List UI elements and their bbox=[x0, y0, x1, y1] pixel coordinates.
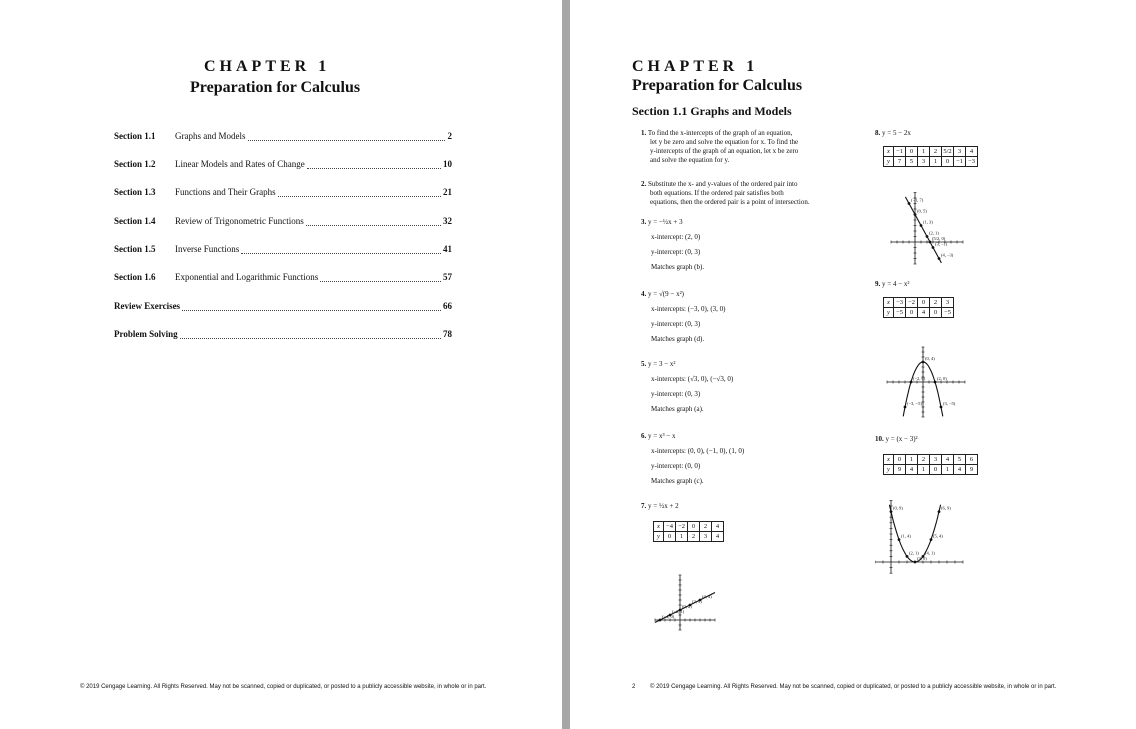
toc-leader-dots bbox=[182, 310, 441, 311]
exercise-number: 2. bbox=[641, 180, 647, 188]
point-label: (3, −5) bbox=[943, 401, 956, 406]
data-point bbox=[914, 561, 917, 564]
table-cell: 1 bbox=[942, 465, 954, 475]
graph-ex8 bbox=[880, 188, 980, 266]
exercise-8 bbox=[875, 129, 911, 138]
point-label: (5/2, 0) bbox=[932, 236, 946, 241]
toc-leader-dots bbox=[180, 338, 441, 339]
table-cell: −2 bbox=[676, 522, 688, 532]
exercise-10 bbox=[875, 435, 918, 444]
point-label: (−2, 1) bbox=[672, 609, 685, 614]
page-number: 2 bbox=[632, 684, 636, 690]
exercise-7 bbox=[641, 502, 679, 511]
toc-section-number: Section 1.5 bbox=[114, 244, 156, 254]
exercise-9 bbox=[875, 280, 910, 289]
table-cell: 3 bbox=[942, 298, 954, 308]
data-point bbox=[940, 406, 943, 409]
table-header-cell: x bbox=[884, 298, 894, 308]
exercise-text: Substitute the x- and y-values of the ordered pair into bbox=[648, 180, 798, 188]
point-label: (0, 4) bbox=[925, 356, 935, 361]
copyright-footer: © 2019 Cengage Learning. All Rights Reserved. May not be scanned, copied or duplicated, or posted to a publicly accessible website, in whole or in part. bbox=[80, 684, 487, 690]
toc-page-number: 57 bbox=[443, 272, 452, 282]
table-cell: −1 bbox=[954, 157, 966, 167]
data-point bbox=[659, 619, 662, 622]
exercise-number: 10. bbox=[875, 435, 884, 443]
exercise-number: 9. bbox=[875, 280, 881, 288]
table-cell: −5 bbox=[942, 308, 954, 318]
toc-title: Graphs and Models bbox=[175, 131, 246, 141]
data-point bbox=[908, 202, 911, 205]
table-cell: 1 bbox=[906, 455, 918, 465]
table-cell: 4 bbox=[966, 147, 978, 157]
toc-title: Review Exercises bbox=[114, 301, 181, 311]
point-label: (4, 4) bbox=[702, 594, 712, 599]
exercise-equation: y = −½x + 3 bbox=[648, 218, 683, 226]
exercise-equation: y = ½x + 2 bbox=[648, 502, 679, 510]
data-point bbox=[920, 224, 923, 227]
exercise-equation: y = 3 − x² bbox=[648, 360, 676, 368]
exercise-number: 1. bbox=[641, 129, 647, 137]
table-cell: −4 bbox=[664, 522, 676, 532]
table-cell: 4 bbox=[906, 465, 918, 475]
chapter-title: Preparation for Calculus bbox=[190, 79, 361, 96]
x-intercept: x-intercepts: (√3, 0), (−√3, 0) bbox=[651, 375, 734, 383]
table-row bbox=[884, 308, 954, 318]
toc-page-number: 21 bbox=[443, 187, 452, 197]
table-cell: 0 bbox=[918, 298, 930, 308]
toc-title: Exponential and Logarithmic Functions bbox=[175, 272, 319, 282]
point-label: (−1, 7) bbox=[911, 197, 924, 203]
data-point bbox=[890, 510, 893, 513]
data-point bbox=[906, 555, 909, 558]
exercise-number: 6. bbox=[641, 432, 647, 440]
point-label: (6, 9) bbox=[941, 505, 951, 511]
exercise-text: let y be zero and solve the equation for x. To find the bbox=[650, 138, 799, 146]
exercise-equation: y = x³ − x bbox=[648, 432, 676, 440]
toc-leader-dots bbox=[241, 253, 441, 254]
toc-page-number: 66 bbox=[443, 301, 452, 311]
graph-ex9 bbox=[875, 340, 975, 420]
toc-entry[interactable] bbox=[114, 187, 452, 199]
exercise-equation: y = (x − 3)² bbox=[885, 435, 918, 443]
table-row bbox=[654, 532, 724, 542]
toc-section-number: Section 1.2 bbox=[114, 159, 156, 169]
value-table bbox=[883, 146, 978, 167]
exercise-number: 7. bbox=[641, 502, 647, 510]
exercise-6 bbox=[641, 432, 744, 486]
exercise-number: 3. bbox=[641, 218, 647, 226]
data-point bbox=[904, 406, 907, 409]
toc-leader-dots bbox=[306, 225, 441, 226]
x-intercept: x-intercept: (2, 0) bbox=[651, 233, 701, 241]
table-cell: 0 bbox=[930, 465, 942, 475]
table-header-cell: y bbox=[884, 308, 894, 318]
table-cell: 2 bbox=[930, 147, 942, 157]
data-point bbox=[910, 381, 913, 384]
exercise-1 bbox=[641, 129, 841, 165]
data-point bbox=[898, 538, 901, 541]
table-cell: 2 bbox=[688, 532, 700, 542]
exercise-number: 8. bbox=[875, 129, 881, 137]
table-row bbox=[884, 455, 978, 465]
table-row bbox=[884, 465, 978, 475]
exercise-text: y-intercepts of the graph of an equation, let x be zero bbox=[650, 147, 799, 155]
toc-page-number: 41 bbox=[443, 244, 452, 254]
toc-leader-dots bbox=[307, 168, 441, 169]
left-page bbox=[0, 0, 562, 729]
point-label: (2, 0) bbox=[937, 376, 947, 381]
table-cell: 2 bbox=[700, 522, 712, 532]
table-header-cell: y bbox=[884, 157, 894, 167]
table-cell: 0 bbox=[664, 532, 676, 542]
exercise-equation: y = 5 − 2x bbox=[882, 129, 911, 137]
table-cell: −3 bbox=[966, 157, 978, 167]
table-cell: 1 bbox=[676, 532, 688, 542]
table-cell: 4 bbox=[712, 532, 724, 542]
table-cell: 5 bbox=[954, 455, 966, 465]
toc-title: Inverse Functions bbox=[175, 244, 240, 254]
value-table bbox=[883, 297, 954, 318]
exercise-equation: y = 4 − x² bbox=[882, 280, 910, 288]
toc-leader-dots bbox=[248, 140, 445, 141]
data-point bbox=[934, 381, 937, 384]
toc-entry[interactable] bbox=[114, 131, 452, 143]
chapter-heading: CHAPTER 1 bbox=[632, 58, 759, 75]
graph-match: Matches graph (b). bbox=[651, 263, 705, 271]
table-cell: 9 bbox=[894, 465, 906, 475]
x-intercept: x-intercepts: (−3, 0), (3, 0) bbox=[651, 305, 726, 313]
toc-section-number: Section 1.4 bbox=[114, 216, 156, 226]
table-cell: 2 bbox=[918, 455, 930, 465]
toc-page-number: 2 bbox=[447, 131, 452, 141]
data-point bbox=[922, 361, 925, 364]
table-cell: 4 bbox=[942, 455, 954, 465]
graph-ex10 bbox=[875, 500, 975, 586]
table-cell: −1 bbox=[894, 147, 906, 157]
graph-match: Matches graph (a). bbox=[651, 405, 704, 413]
data-point bbox=[930, 538, 933, 541]
y-intercept: y-intercept: (0, 3) bbox=[651, 320, 701, 328]
table-cell: 4 bbox=[954, 465, 966, 475]
y-intercept: y-intercept: (0, 0) bbox=[651, 462, 701, 470]
data-point bbox=[914, 213, 917, 216]
table-cell: 0 bbox=[942, 157, 954, 167]
exercise-number: 4. bbox=[641, 290, 647, 298]
table-header-cell: x bbox=[884, 147, 894, 157]
table-cell: 0 bbox=[930, 308, 942, 318]
data-point bbox=[938, 510, 941, 513]
table-cell: 3 bbox=[954, 147, 966, 157]
table-row bbox=[884, 157, 978, 167]
page-gutter bbox=[562, 0, 570, 729]
table-cell: 3 bbox=[700, 532, 712, 542]
exercise-2 bbox=[641, 180, 851, 207]
table-cell: 5/2 bbox=[943, 148, 952, 155]
point-label: (4, 1) bbox=[925, 550, 935, 556]
value-table bbox=[883, 454, 978, 475]
toc-page-number: 10 bbox=[443, 159, 452, 169]
section-heading: Section 1.1 Graphs and Models bbox=[632, 104, 792, 118]
exercise-4 bbox=[641, 290, 726, 344]
table-cell: 5 bbox=[906, 157, 918, 167]
toc-section-number: Section 1.6 bbox=[114, 272, 156, 282]
table-cell: 4 bbox=[712, 522, 724, 532]
toc-section-number: Section 1.3 bbox=[114, 187, 156, 197]
value-table bbox=[653, 521, 724, 542]
point-label: (3, −1) bbox=[935, 241, 948, 247]
table-cell: 6 bbox=[966, 455, 978, 465]
point-label: (−3, −5) bbox=[907, 401, 922, 406]
data-point bbox=[932, 246, 935, 249]
table-row bbox=[884, 298, 954, 308]
point-label: (3, 0) bbox=[917, 556, 927, 561]
copyright-footer: © 2019 Cengage Learning. All Rights Reserved. May not be scanned, copied or duplicated, or posted to a publicly accessible website, in whole or in part. bbox=[650, 684, 1057, 690]
table-cell: 1 bbox=[918, 147, 930, 157]
table-cell: 3 bbox=[918, 157, 930, 167]
toc-leader-dots bbox=[278, 196, 441, 197]
point-label: (−4, 0) bbox=[662, 614, 675, 619]
table-cell: 1 bbox=[918, 465, 930, 475]
point-label: (−2, 0) bbox=[913, 376, 926, 381]
right-page bbox=[570, 0, 1136, 729]
toc-entry[interactable] bbox=[114, 329, 452, 341]
table-header-cell: x bbox=[884, 455, 894, 465]
toc-leader-dots bbox=[320, 281, 441, 282]
point-label: (1, 3) bbox=[923, 219, 933, 225]
table-cell: 0 bbox=[906, 308, 918, 318]
exercise-text: To find the x-intercepts of the graph of an equation, bbox=[647, 129, 793, 137]
exercise-equation: y = √(9 − x²) bbox=[648, 290, 684, 298]
table-cell: 3 bbox=[930, 455, 942, 465]
toc-title: Review of Trigonometric Functions bbox=[175, 216, 304, 226]
exercise-text: both equations. If the ordered pair satisfies both bbox=[650, 189, 784, 197]
point-label: (4, −3) bbox=[941, 252, 954, 258]
point-label: (0, 9) bbox=[893, 505, 903, 511]
table-header-cell: y bbox=[654, 532, 664, 542]
table-cell: 0 bbox=[906, 147, 918, 157]
toc-title: Problem Solving bbox=[114, 329, 178, 339]
table-row bbox=[884, 147, 978, 157]
point-label: (5, 4) bbox=[933, 533, 943, 539]
y-intercept: y-intercept: (0, 3) bbox=[651, 248, 701, 256]
data-point bbox=[929, 241, 932, 244]
toc-title: Linear Models and Rates of Change bbox=[175, 159, 305, 169]
table-cell: 1 bbox=[930, 157, 942, 167]
table-cell: −5 bbox=[894, 308, 906, 318]
exercise-number: 5. bbox=[641, 360, 647, 368]
point-label: (2, 1) bbox=[909, 550, 919, 556]
exercise-3 bbox=[641, 218, 704, 272]
table-cell: −3 bbox=[894, 298, 906, 308]
x-intercept: x-intercepts: (0, 0), (−1, 0), (1, 0) bbox=[651, 447, 745, 455]
data-point bbox=[938, 257, 941, 260]
chapter-heading: CHAPTER 1 bbox=[204, 58, 331, 75]
toc-title: Functions and Their Graphs bbox=[175, 187, 276, 197]
graph-ex7 bbox=[648, 558, 738, 638]
table-cell: −2 bbox=[906, 298, 918, 308]
toc-section-number: Section 1.1 bbox=[114, 131, 156, 141]
point-label: (2, 3) bbox=[692, 599, 702, 604]
table-cell: 9 bbox=[966, 465, 978, 475]
exercise-text: equations, then the ordered pair is a point of intersection. bbox=[650, 198, 810, 206]
point-label: (0, 2) bbox=[682, 604, 692, 609]
table-cell: 2 bbox=[930, 298, 942, 308]
toc-page-number: 78 bbox=[443, 329, 452, 339]
y-intercept: y-intercept: (0, 3) bbox=[651, 390, 701, 398]
exercise-text: and solve the equation for y. bbox=[650, 156, 730, 164]
toc-entry[interactable] bbox=[114, 272, 452, 284]
chapter-title: Preparation for Calculus bbox=[632, 77, 803, 94]
toc-page-number: 32 bbox=[443, 216, 452, 226]
point-label: (0, 5) bbox=[917, 208, 927, 214]
table-header-cell: y bbox=[884, 465, 894, 475]
toc-entry[interactable] bbox=[114, 301, 452, 313]
exercise-5 bbox=[641, 360, 733, 414]
toc-entry[interactable] bbox=[114, 244, 452, 256]
table-cell: 7 bbox=[894, 157, 906, 167]
table-row bbox=[654, 522, 724, 532]
point-label: (1, 4) bbox=[901, 533, 911, 539]
toc-entry[interactable] bbox=[114, 216, 452, 228]
table-header-cell: x bbox=[654, 522, 664, 532]
point-label: (2, 1) bbox=[929, 230, 939, 236]
table-cell: 0 bbox=[688, 522, 700, 532]
table-cell: 0 bbox=[894, 455, 906, 465]
graph-match: Matches graph (c). bbox=[651, 477, 704, 485]
graph-match: Matches graph (d). bbox=[651, 335, 705, 343]
data-point bbox=[926, 235, 929, 238]
table-cell: 4 bbox=[918, 308, 930, 318]
toc-entry[interactable] bbox=[114, 159, 452, 171]
